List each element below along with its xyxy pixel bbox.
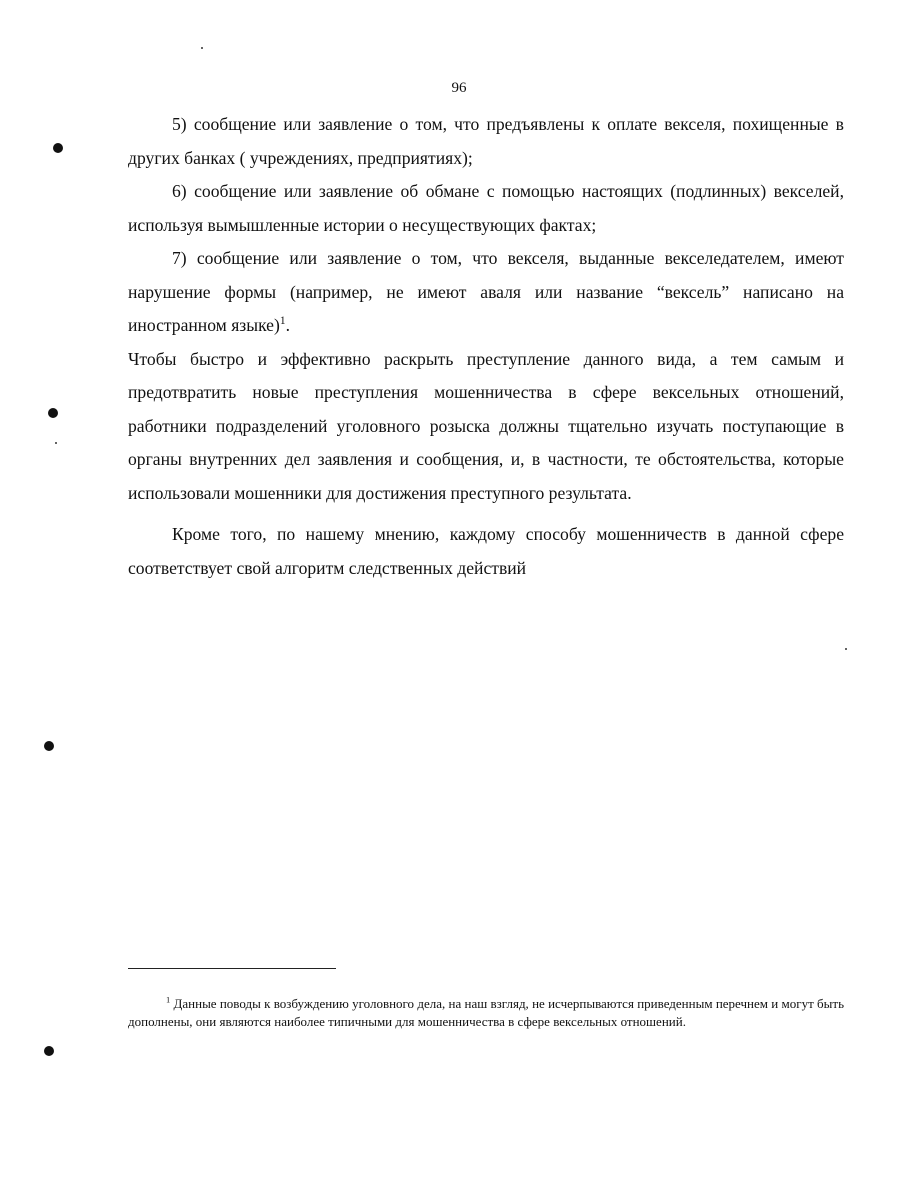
page-number: 96	[451, 80, 467, 96]
footnote-marker: 1	[166, 994, 171, 1005]
paragraph: Чтобы быстро и эффективно раскрыть преступление данного вида, а тем самым и предотвратить новые преступления мошенничества в сфере вексельных отношений, работники подразделений уголовного розыска должны тщательно изучать поступающие в органы внутренних дел заявления и сообщения, и, в частности, те обстоятельства, которые использовали мошенники для достижения преступного результата.	[128, 348, 844, 503]
list-item-6: 6) сообщение или заявление об обмане с помощью настоящих (подлинных) векселей, используя вымышленные истории о несуществующих фактах;	[128, 181, 844, 235]
footnote-reference: 1	[279, 315, 286, 328]
punch-hole-3	[44, 741, 54, 751]
punch-hole-1	[53, 143, 63, 153]
footnote-divider	[128, 968, 336, 969]
list-item-7-text: 7) сообщение или заявление о том, что векселя, выданные векселедателем, имеют нарушение формы (например, не имеют аваля или название “вексель” написано на иностранном языке)	[128, 248, 844, 335]
scan-speck	[201, 47, 203, 49]
list-item-7-end: .	[285, 315, 290, 335]
footnote	[128, 995, 844, 1031]
paragraph: Кроме того, по нашему мнению, каждому способу мошенничеств в данной сфере соответствует свой алгоритм следственных действий	[128, 524, 844, 578]
footnote-text: Данные поводы к возбуждению уголовного дела, на наш взгляд, не исчерпываются приведенным перечнем и могут быть дополнены, они являются наиболее типичными для мошенничества в сфере вексельных отношений.	[128, 996, 845, 1029]
punch-hole-4	[44, 1046, 54, 1056]
scan-speck	[55, 442, 57, 444]
punch-hole-2	[48, 408, 58, 418]
scan-speck	[845, 648, 847, 650]
list-item-7	[128, 242, 844, 343]
body-text	[128, 108, 844, 585]
list-item-5: 5) сообщение или заявление о том, что предъявлены к оплате векселя, похищенные в других банках ( учреждениях, предприятиях);	[128, 114, 844, 168]
